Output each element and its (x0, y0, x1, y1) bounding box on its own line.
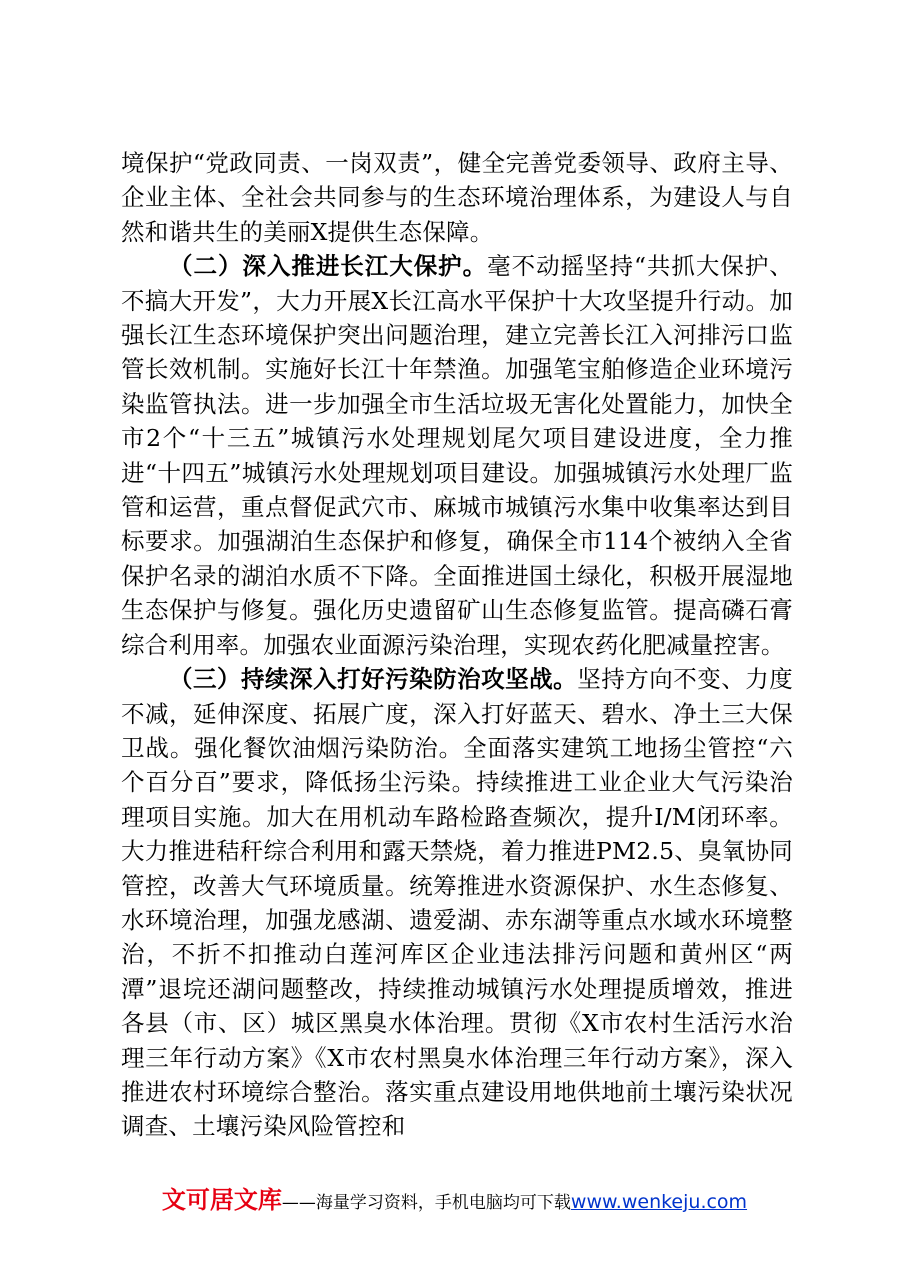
section-heading: （三）持续深入打好污染防治攻坚战。 (169, 665, 578, 694)
paragraph-text: 境保护“党政同责、一岗双责”，健全完善党委领导、政府主导、企业主体、全社会共同参与的生态环境治理体系，为建设人与自然和谐共生的美丽X提供生态保障。 (121, 149, 793, 246)
paragraph-text: 毫不动摇坚持“共抓大保护、不搞大开发”，大力开展X长江高水平保护十大攻坚提升行动。加强长江生态环境保护突出问题治理，建立完善长江入河排污口监管长效机制。实施好长江十年禁渔。加强笔宝舶修造企业环境污染监管执法。进一步加强全市生活垃圾无害化处置能力，加快全市2个“十三五”城镇污水处理规划尾欠项目建设进度，全力推进“十四五”城镇污水处理规划项目建设。加强城镇污水处理厂监管和运营，重点督促武穴市、麻城市城镇污水集中收集率达到目标要求。加强湖泊生态保护和修复，确保全市114个被纳入全省保护名录的湖泊水质不下降。全面推进国土绿化，积极开展湿地生态保护与修复。强化历史遗留矿山生态修复监管。提高磷石膏综合利用率。加强农业面源污染治理，实现农药化肥减量控害。 (121, 252, 793, 659)
paragraph-section-3 (121, 662, 793, 1144)
footer-url-link[interactable]: www.wenkeju.com (570, 1191, 748, 1213)
paragraph-text: 坚持方向不变、力度不减，延伸深度、拓展广度，深入打好蓝天、碧水、净土三大保卫战。强化餐饮油烟污染防治。全面落实建筑工地扬尘管控“六个百分百”要求，降低扬尘污染。持续推进工业企业大气污染治理项目实施。加大在用机动车路检路查频次，提升I/M闭环率。大力推进秸秆综合利用和露天禁烧，着力推进PM2.5、臭氧协同管控，改善大气环境质量。统筹推进水资源保护、水生态修复、水环境治理，加强龙感湖、遗爱湖、赤东湖等重点水域水环境整治，不折不扣推动白莲河库区企业违法排污问题和黄州区“两潭”退垸还湖问题整改，持续推动城镇污水处理提质增效，推进各县（市、区）城区黑臭水体治理。贯彻《X市农村生活污水治理三年行动方案》《X市农村黑臭水体治理三年行动方案》，深入推进农村环境综合整治。落实重点建设用地供地前土壤污染状况调查、土壤污染风险管控和 (121, 665, 793, 1141)
footer-tagline: ——海量学习资料，手机电脑均可下载 (281, 1193, 571, 1213)
footer-banner (0, 1180, 909, 1215)
paragraph-section-2 (121, 249, 793, 662)
footer-brand: 文可居文库 (161, 1186, 282, 1214)
paragraph-continuation (121, 146, 793, 249)
document-body (121, 146, 793, 1144)
section-heading: （二）深入推进长江大保护。 (169, 252, 488, 281)
